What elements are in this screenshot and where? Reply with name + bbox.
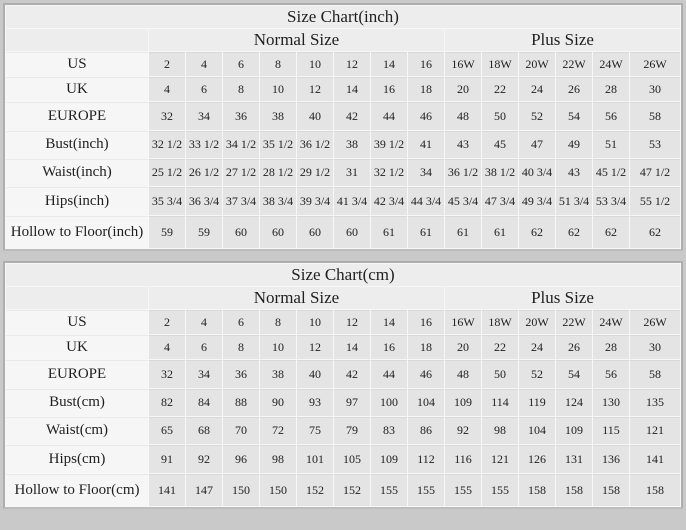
corner-cell <box>6 29 148 51</box>
size-cell: 109 <box>445 389 481 416</box>
size-cell: 43 <box>445 131 481 158</box>
size-cell: 62 <box>556 216 592 248</box>
size-cell: 135 <box>630 389 680 416</box>
size-cell: 50 <box>482 360 518 388</box>
size-cell: 36 1/2 <box>445 159 481 186</box>
size-cell: 58 <box>630 360 680 388</box>
plus-size-header: Plus Size <box>445 29 680 51</box>
size-cell: 98 <box>260 445 296 473</box>
normal-size-header: Normal Size <box>149 29 444 51</box>
title-row <box>6 6 680 28</box>
size-cell: 155 <box>482 474 518 506</box>
size-cell: 22 <box>482 77 518 101</box>
size-cell: 42 3/4 <box>371 187 407 215</box>
size-cell: 29 1/2 <box>297 159 333 186</box>
size-cell: 75 <box>297 417 333 444</box>
size-cell: 24 <box>519 335 555 359</box>
size-cell: 52 <box>519 102 555 130</box>
size-cell: 79 <box>334 417 370 444</box>
size-cell: 8 <box>223 335 259 359</box>
size-cell: 141 <box>149 474 185 506</box>
size-cell: 60 <box>297 216 333 248</box>
size-cell: 88 <box>223 389 259 416</box>
size-cell: 105 <box>334 445 370 473</box>
size-cell: 20W <box>519 310 555 334</box>
size-cell: 158 <box>556 474 592 506</box>
size-row <box>6 159 680 186</box>
row-label: Waist(inch) <box>6 159 148 186</box>
row-label: Waist(cm) <box>6 417 148 444</box>
size-cell: 84 <box>186 389 222 416</box>
size-cell: 44 <box>371 360 407 388</box>
size-cell: 25 1/2 <box>149 159 185 186</box>
size-cell: 32 1/2 <box>371 159 407 186</box>
size-cell: 8 <box>260 310 296 334</box>
size-cell: 93 <box>297 389 333 416</box>
size-cell: 61 <box>445 216 481 248</box>
size-row <box>6 474 680 506</box>
size-cell: 61 <box>408 216 444 248</box>
size-cell: 16 <box>371 335 407 359</box>
size-cell: 48 <box>445 360 481 388</box>
size-cell: 114 <box>482 389 518 416</box>
size-cell: 49 3/4 <box>519 187 555 215</box>
size-cell: 37 3/4 <box>223 187 259 215</box>
row-label: EUROPE <box>6 360 148 388</box>
size-cell: 44 3/4 <box>408 187 444 215</box>
size-cell: 51 3/4 <box>556 187 592 215</box>
size-cell: 6 <box>223 310 259 334</box>
size-cell: 96 <box>223 445 259 473</box>
size-cell: 46 <box>408 102 444 130</box>
size-cell: 2 <box>149 52 185 76</box>
size-cell: 34 <box>186 360 222 388</box>
size-cell: 36 3/4 <box>186 187 222 215</box>
size-cell: 33 1/2 <box>186 131 222 158</box>
size-cell: 119 <box>519 389 555 416</box>
size-cell: 10 <box>297 310 333 334</box>
row-label: Bust(inch) <box>6 131 148 158</box>
size-cell: 38 3/4 <box>260 187 296 215</box>
size-cell: 14 <box>334 77 370 101</box>
size-cell: 62 <box>519 216 555 248</box>
size-cell: 12 <box>297 77 333 101</box>
size-cell: 39 3/4 <box>297 187 333 215</box>
size-cell: 152 <box>297 474 333 506</box>
size-cell: 4 <box>149 77 185 101</box>
size-cell: 54 <box>556 102 592 130</box>
size-cell: 26W <box>630 52 680 76</box>
size-cell: 47 <box>519 131 555 158</box>
group-header-row <box>6 29 680 51</box>
size-cell: 91 <box>149 445 185 473</box>
size-cell: 61 <box>371 216 407 248</box>
size-cell: 60 <box>260 216 296 248</box>
title-row <box>6 264 680 286</box>
size-cell: 16W <box>445 310 481 334</box>
size-cell: 40 3/4 <box>519 159 555 186</box>
size-cell: 83 <box>371 417 407 444</box>
normal-size-header: Normal Size <box>149 287 444 309</box>
corner-cell <box>6 287 148 309</box>
size-cell: 38 <box>334 131 370 158</box>
size-cell: 52 <box>519 360 555 388</box>
size-chart-inch <box>3 3 683 251</box>
size-cell: 34 <box>186 102 222 130</box>
row-label: Bust(cm) <box>6 389 148 416</box>
size-cell: 8 <box>260 52 296 76</box>
size-cell: 51 <box>593 131 629 158</box>
size-row <box>6 335 680 359</box>
size-cell: 47 1/2 <box>630 159 680 186</box>
size-cell: 97 <box>334 389 370 416</box>
size-cell: 55 1/2 <box>630 187 680 215</box>
size-cell: 40 <box>297 360 333 388</box>
size-cell: 82 <box>149 389 185 416</box>
size-cell: 38 1/2 <box>482 159 518 186</box>
row-label: US <box>6 52 148 76</box>
size-cell: 100 <box>371 389 407 416</box>
size-cell: 150 <box>223 474 259 506</box>
size-cell: 18W <box>482 310 518 334</box>
size-cell: 6 <box>186 335 222 359</box>
size-cell: 16 <box>371 77 407 101</box>
size-cell: 62 <box>593 216 629 248</box>
table-title: Size Chart(inch) <box>6 6 680 28</box>
size-cell: 115 <box>593 417 629 444</box>
size-cell: 22W <box>556 310 592 334</box>
size-cell: 92 <box>445 417 481 444</box>
size-cell: 12 <box>334 52 370 76</box>
size-cell: 158 <box>593 474 629 506</box>
size-cell: 130 <box>593 389 629 416</box>
size-cell: 31 <box>334 159 370 186</box>
size-cell: 121 <box>482 445 518 473</box>
row-label: EUROPE <box>6 102 148 130</box>
size-cell: 92 <box>186 445 222 473</box>
size-row <box>6 389 680 416</box>
size-cell: 30 <box>630 335 680 359</box>
size-cell: 35 1/2 <box>260 131 296 158</box>
size-cell: 45 1/2 <box>593 159 629 186</box>
size-cell: 34 <box>408 159 444 186</box>
size-cell: 16 <box>408 52 444 76</box>
size-cell: 14 <box>371 310 407 334</box>
size-cell: 155 <box>371 474 407 506</box>
size-cell: 38 <box>260 102 296 130</box>
size-cell: 26 <box>556 77 592 101</box>
size-row <box>6 102 680 130</box>
size-cell: 42 <box>334 360 370 388</box>
size-cell: 141 <box>630 445 680 473</box>
size-cell: 4 <box>149 335 185 359</box>
size-cell: 147 <box>186 474 222 506</box>
size-row <box>6 216 680 248</box>
size-cell: 49 <box>556 131 592 158</box>
size-cell: 39 1/2 <box>371 131 407 158</box>
size-cell: 60 <box>334 216 370 248</box>
size-cell: 18 <box>408 77 444 101</box>
size-table <box>5 5 681 249</box>
size-cell: 126 <box>519 445 555 473</box>
size-cell: 48 <box>445 102 481 130</box>
size-cell: 4 <box>186 310 222 334</box>
size-cell: 8 <box>223 77 259 101</box>
size-cell: 6 <box>223 52 259 76</box>
size-row <box>6 77 680 101</box>
size-cell: 86 <box>408 417 444 444</box>
size-cell: 121 <box>630 417 680 444</box>
size-cell: 58 <box>630 102 680 130</box>
plus-size-header: Plus Size <box>445 287 680 309</box>
size-cell: 158 <box>519 474 555 506</box>
size-cell: 20 <box>445 335 481 359</box>
size-cell: 12 <box>297 335 333 359</box>
size-row <box>6 310 680 334</box>
size-cell: 68 <box>186 417 222 444</box>
size-cell: 28 1/2 <box>260 159 296 186</box>
size-cell: 18 <box>408 335 444 359</box>
size-cell: 2 <box>149 310 185 334</box>
size-cell: 150 <box>260 474 296 506</box>
row-label: Hollow to Floor(inch) <box>6 216 148 248</box>
size-cell: 28 <box>593 335 629 359</box>
size-row <box>6 52 680 76</box>
size-cell: 46 <box>408 360 444 388</box>
size-cell: 90 <box>260 389 296 416</box>
size-cell: 59 <box>149 216 185 248</box>
size-cell: 45 3/4 <box>445 187 481 215</box>
size-cell: 104 <box>408 389 444 416</box>
size-cell: 72 <box>260 417 296 444</box>
size-cell: 16W <box>445 52 481 76</box>
size-cell: 109 <box>371 445 407 473</box>
size-cell: 22 <box>482 335 518 359</box>
size-chart-cm <box>3 261 683 509</box>
size-cell: 47 3/4 <box>482 187 518 215</box>
size-cell: 62 <box>630 216 680 248</box>
size-cell: 109 <box>556 417 592 444</box>
group-header-row <box>6 287 680 309</box>
row-label: UK <box>6 77 148 101</box>
size-cell: 6 <box>186 77 222 101</box>
size-cell: 41 <box>408 131 444 158</box>
size-row <box>6 445 680 473</box>
size-cell: 59 <box>186 216 222 248</box>
size-cell: 10 <box>297 52 333 76</box>
size-cell: 26 1/2 <box>186 159 222 186</box>
size-cell: 70 <box>223 417 259 444</box>
size-cell: 45 <box>482 131 518 158</box>
size-cell: 98 <box>482 417 518 444</box>
size-cell: 136 <box>593 445 629 473</box>
size-cell: 40 <box>297 102 333 130</box>
row-label: Hips(cm) <box>6 445 148 473</box>
size-cell: 131 <box>556 445 592 473</box>
row-label: Hollow to Floor(cm) <box>6 474 148 506</box>
size-cell: 124 <box>556 389 592 416</box>
size-cell: 12 <box>334 310 370 334</box>
size-cell: 56 <box>593 360 629 388</box>
size-cell: 38 <box>260 360 296 388</box>
size-cell: 24W <box>593 52 629 76</box>
row-label: UK <box>6 335 148 359</box>
size-cell: 36 <box>223 102 259 130</box>
size-cell: 60 <box>223 216 259 248</box>
size-table <box>5 263 681 507</box>
size-cell: 158 <box>630 474 680 506</box>
size-cell: 14 <box>334 335 370 359</box>
size-cell: 18W <box>482 52 518 76</box>
size-cell: 155 <box>408 474 444 506</box>
size-cell: 20 <box>445 77 481 101</box>
size-row <box>6 131 680 158</box>
size-cell: 42 <box>334 102 370 130</box>
size-cell: 36 <box>223 360 259 388</box>
size-cell: 43 <box>556 159 592 186</box>
size-cell: 10 <box>260 77 296 101</box>
size-cell: 24W <box>593 310 629 334</box>
size-cell: 32 1/2 <box>149 131 185 158</box>
size-cell: 32 <box>149 102 185 130</box>
size-cell: 36 1/2 <box>297 131 333 158</box>
size-cell: 20W <box>519 52 555 76</box>
size-cell: 53 3/4 <box>593 187 629 215</box>
size-cell: 10 <box>260 335 296 359</box>
size-row <box>6 360 680 388</box>
size-cell: 56 <box>593 102 629 130</box>
size-cell: 32 <box>149 360 185 388</box>
size-cell: 50 <box>482 102 518 130</box>
size-cell: 24 <box>519 77 555 101</box>
size-cell: 26 <box>556 335 592 359</box>
size-cell: 30 <box>630 77 680 101</box>
size-cell: 44 <box>371 102 407 130</box>
size-cell: 101 <box>297 445 333 473</box>
size-cell: 35 3/4 <box>149 187 185 215</box>
size-cell: 14 <box>371 52 407 76</box>
size-cell: 53 <box>630 131 680 158</box>
size-cell: 155 <box>445 474 481 506</box>
size-cell: 65 <box>149 417 185 444</box>
size-row <box>6 417 680 444</box>
row-label: Hips(inch) <box>6 187 148 215</box>
size-row <box>6 187 680 215</box>
size-cell: 104 <box>519 417 555 444</box>
size-cell: 41 3/4 <box>334 187 370 215</box>
size-cell: 112 <box>408 445 444 473</box>
size-cell: 152 <box>334 474 370 506</box>
size-cell: 116 <box>445 445 481 473</box>
size-cell: 27 1/2 <box>223 159 259 186</box>
size-cell: 61 <box>482 216 518 248</box>
size-cell: 34 1/2 <box>223 131 259 158</box>
size-cell: 4 <box>186 52 222 76</box>
size-cell: 28 <box>593 77 629 101</box>
size-cell: 54 <box>556 360 592 388</box>
size-cell: 26W <box>630 310 680 334</box>
table-title: Size Chart(cm) <box>6 264 680 286</box>
size-cell: 16 <box>408 310 444 334</box>
size-cell: 22W <box>556 52 592 76</box>
row-label: US <box>6 310 148 334</box>
